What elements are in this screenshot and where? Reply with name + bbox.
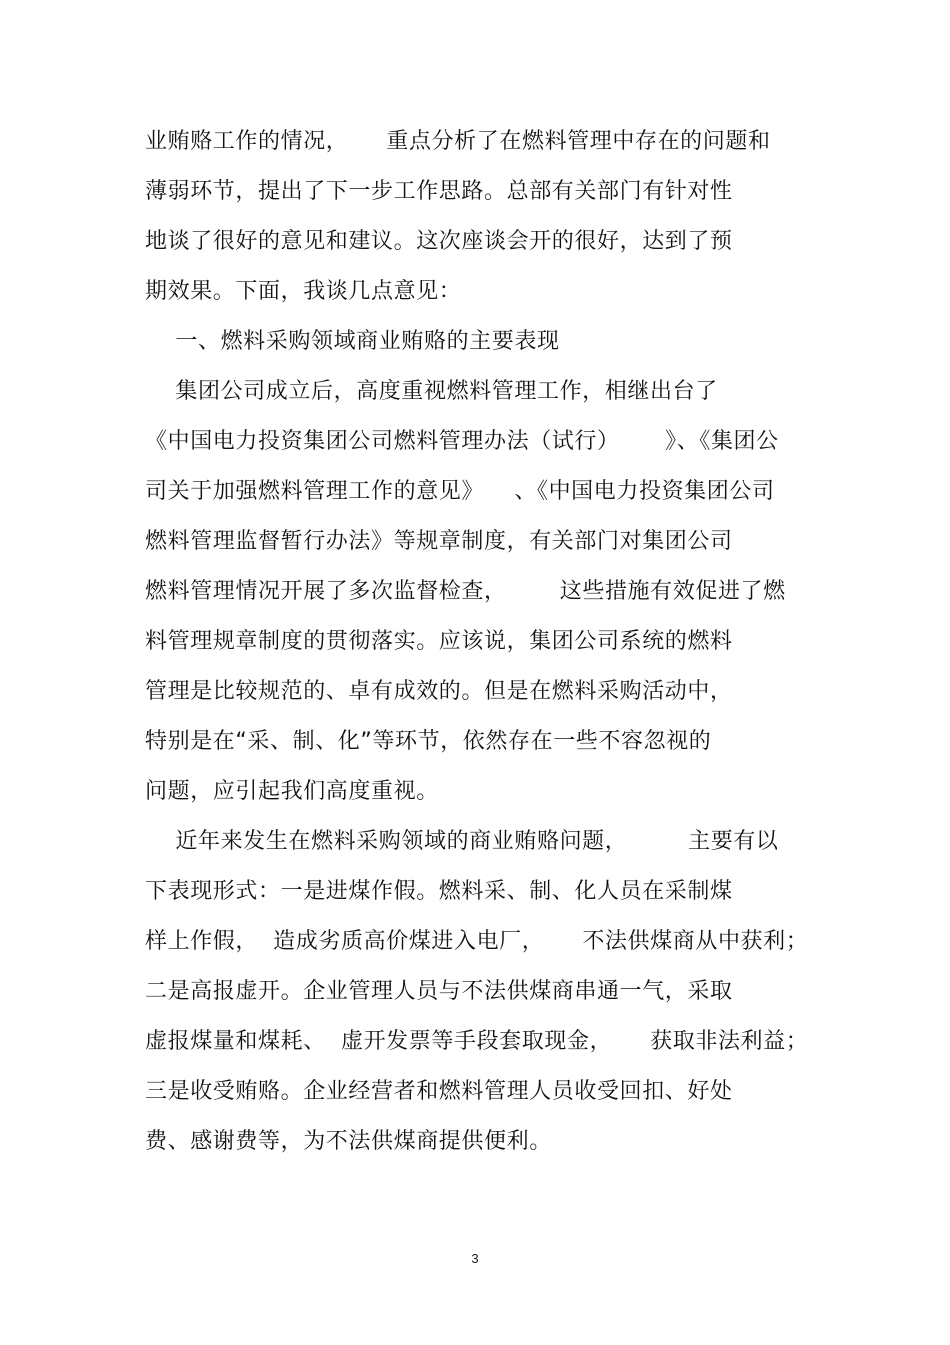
- body-text-line: 特别是在“采、制、化”等环节，依然存在一些不容忽视的: [145, 729, 712, 754]
- body-text-line: 料管理规章制度的贯彻落实。应该说，集团公司系统的燃料: [145, 629, 733, 654]
- body-text-line: 司关于加强燃料管理工作的意见》 、《中国电力投资集团公司: [145, 479, 775, 504]
- page-number: 3: [471, 1251, 479, 1266]
- body-text-line: 地谈了很好的意见和建议。这次座谈会开的很好，达到了预: [145, 229, 733, 254]
- body-text-line: 样上作假， 造成劣质高价煤进入电厂， 不法供煤商从中获利；: [145, 929, 809, 954]
- body-text-line: 业贿赂工作的情况， 重点分析了在燃料管理中存在的问题和: [145, 129, 771, 154]
- body-text-line: 管理是比较规范的、卓有成效的。但是在燃料采购活动中，: [145, 679, 733, 704]
- body-text-line: 近年来发生在燃料采购领域的商业贿赂问题， 主要有以: [145, 829, 779, 854]
- body-text-line: 下表现形式：一是进煤作假。燃料采、制、化人员在采制煤: [145, 879, 733, 904]
- body-text-line: 期效果。下面，我谈几点意见：: [145, 279, 462, 304]
- body-text-line: 三是收受贿赂。企业经营者和燃料管理人员收受回扣、好处: [145, 1079, 733, 1104]
- body-text-line: 薄弱环节，提出了下一步工作思路。总部有关部门有针对性: [145, 179, 733, 204]
- body-text-line: 燃料管理情况开展了多次监督检查， 这些措施有效促进了燃: [145, 579, 786, 604]
- body-text-line: 二是高报虚开。企业管理人员与不法供煤商串通一气，采取: [145, 979, 733, 1004]
- section-heading: 一、燃料采购领域商业贿赂的主要表现: [145, 329, 560, 354]
- body-text-line: 集团公司成立后，高度重视燃料管理工作，相继出台了: [145, 379, 718, 404]
- body-text-line: 《中国电力投资集团公司燃料管理办法（试行） 》、《集团公: [145, 429, 779, 454]
- body-text-line: 燃料管理监督暂行办法》等规章制度，有关部门对集团公司: [145, 529, 733, 554]
- body-text-line: 问题，应引起我们高度重视。: [145, 779, 439, 804]
- body-text-line: 虚报煤量和煤耗、 虚开发票等手段套取现金， 获取非法利益；: [145, 1029, 809, 1054]
- body-text-line: 费、感谢费等，为不法供煤商提供便利。: [145, 1129, 552, 1154]
